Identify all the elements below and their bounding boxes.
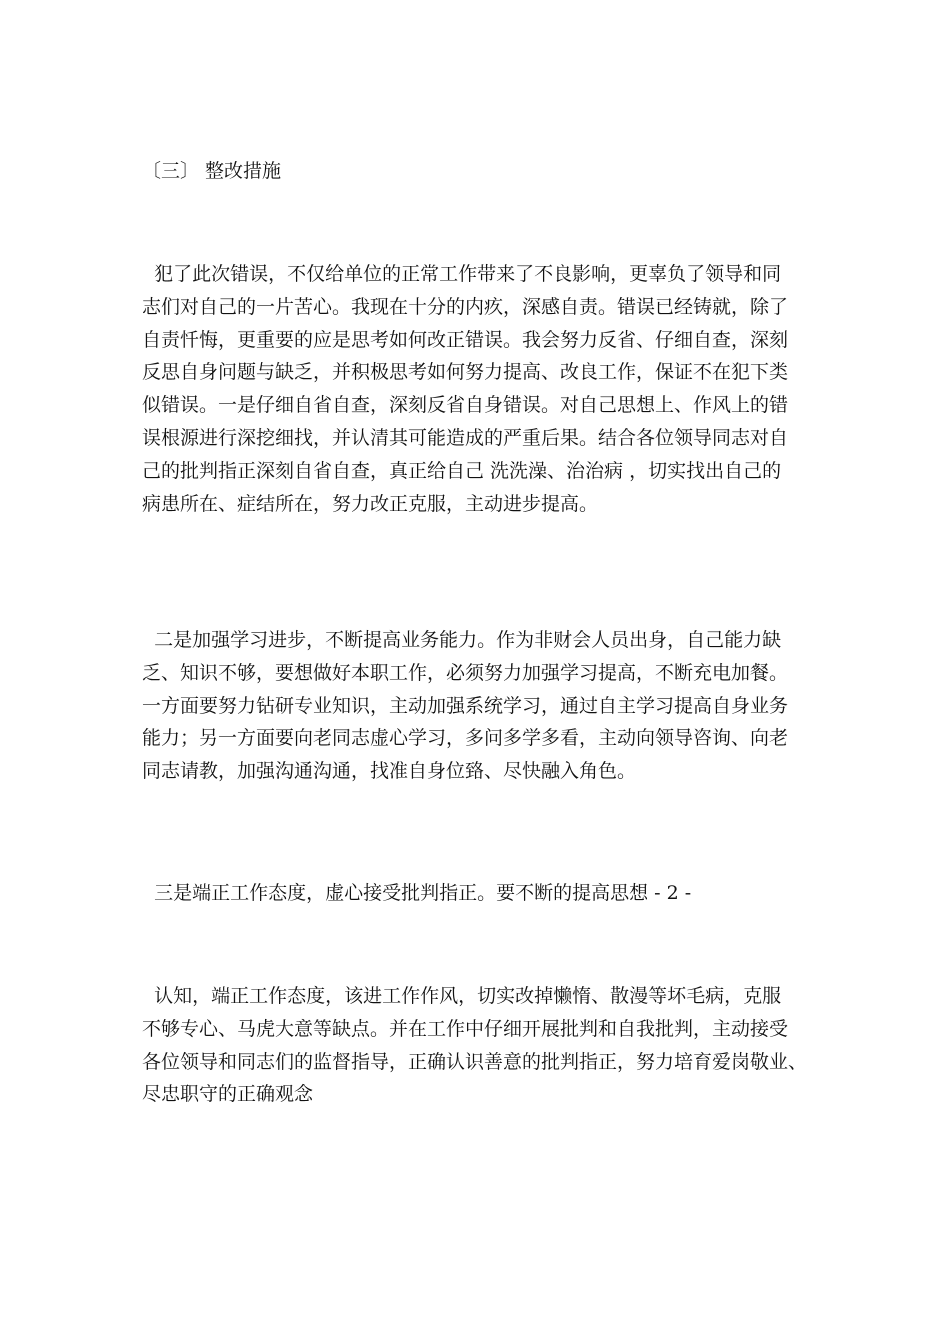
paragraph-line: 犯了此次错误，不仅给单位的正常工作带来了不良影响，更辜负了领导和同 (142, 263, 782, 285)
paragraph-attitude (142, 877, 822, 910)
paragraph-line: 同志请教，加强沟通沟通，找准自身位臵、尽快融入角色。 (142, 760, 637, 783)
paragraph-line: 三是端正工作态度，虚心接受批判指正。要不断的提高思想 - 2 - (142, 882, 692, 904)
paragraph-rectification-intro (142, 258, 822, 520)
paragraph-line: 志们对自己的一片苦心。我现在十分的内疚，深感自责。错误已经铸就，除了 (142, 295, 789, 318)
paragraph-line: 一方面要努力钻研专业知识，主动加强系统学习，通过自主学习提高自身业务 (142, 694, 789, 717)
paragraph-line: 各位领导和同志们的监督指导，正确认识善意的批判指正，努力培育爱岗敬业、 (142, 1050, 808, 1073)
paragraph-study (142, 624, 822, 788)
paragraph-line: 认知，端正工作态度，该进工作作风，切实改掉懒惰、散漫等坏毛病，克服 (142, 985, 782, 1007)
paragraph-line: 似错误。一是仔细自省自查，深刻反省自身错误。对自己思想上、作风上的错 (142, 394, 789, 417)
paragraph-line: 病患所在、症结所在，努力改正克服，主动进步提高。 (142, 492, 599, 515)
paragraph-line: 自责忏悔，更重要的应是思考如何改正错误。我会努力反省、仔细自查，深刻 (142, 328, 789, 351)
paragraph-line: 反思自身问题与缺乏，并积极思考如何努力提高、改良工作，保证不在犯下类 (142, 361, 789, 384)
paragraph-line: 能力；另一方面要向老同志虚心学习，多问多学多看，主动向领导咨询、向老 (142, 727, 789, 750)
paragraph-line: 二是加强学习进步，不断提高业务能力。作为非财会人员出身，自己能力缺 (142, 629, 782, 651)
paragraph-line: 乏、知识不够，要想做好本职工作，必须努力加强学习提高，不断充电加餐。 (142, 661, 789, 684)
paragraph-line: 不够专心、马虎大意等缺点。并在工作中仔细开展批判和自我批判，主动接受 (142, 1017, 789, 1040)
paragraph-attitude-continued (142, 980, 822, 1111)
section-heading: 〔三〕 整改措施 (142, 160, 282, 182)
paragraph-line: 己的批判指正深刻自省自查，真正给自己 洗洗澡、治治病 ，切实找出自己的 (142, 459, 782, 482)
paragraph-line: 误根源进行深挖细找，并认清其可能造成的严重后果。结合各位领导同志对自 (142, 426, 789, 449)
paragraph-line: 尽忠职守的正确观念 (142, 1083, 314, 1106)
